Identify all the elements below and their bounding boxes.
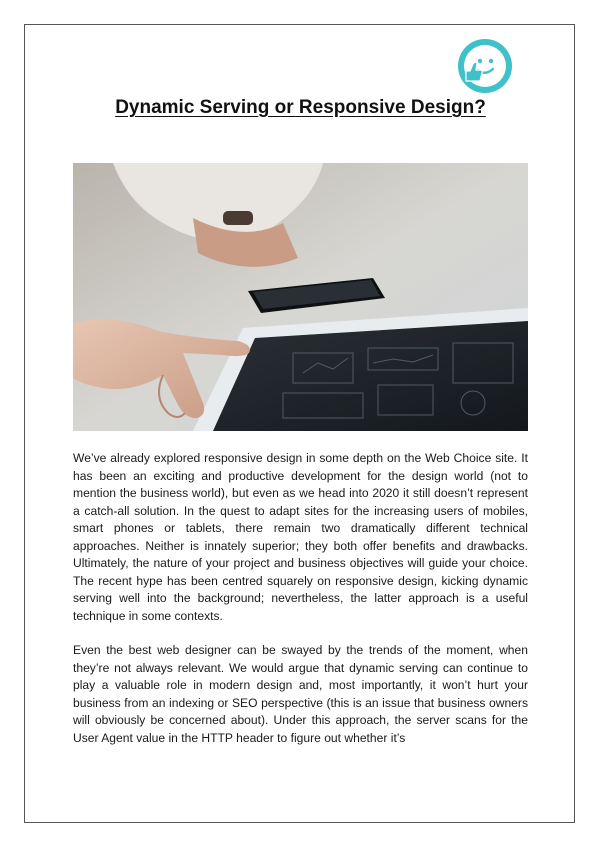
hero-photo: [73, 163, 528, 431]
page-title: Dynamic Serving or Responsive Design?: [115, 97, 486, 118]
page-frame: [24, 24, 575, 823]
thumbs-up-smiley-icon: [456, 37, 514, 95]
body-text: [73, 450, 528, 764]
paragraph: We’ve already explored responsive design in some depth on the Web Choice site. It has been an exciting and productive development for the design world (not to mention the business world), but even as we head into 2020 it still doesn’t represent a catch-all solution. In the quest to adapt sites for the increasing users of mobiles, smart phones or tablets, there remain two dramatically different technical approaches. Neither is innately superior; they both offer benefits and drawbacks. Ultimately, the nature of your project and business objectives will guide your choice. The recent hype has been centred squarely on responsive design, kicking dynamic serving well into the background; nevertheless, the latter approach is a useful technique in some contexts.: [73, 451, 528, 623]
paragraph: Even the best web designer can be swayed by the trends of the moment, when they’re not always relevant. We would argue that dynamic serving can continue to play a valuable role in modern design and, most importantly, it won’t hurt your business from an indexing or SEO perspective (this is an issue that business owners will obviously be concerned about). Under this approach, the server scans for the User Agent value in the HTTP header to figure out whether it’s: [73, 643, 528, 745]
